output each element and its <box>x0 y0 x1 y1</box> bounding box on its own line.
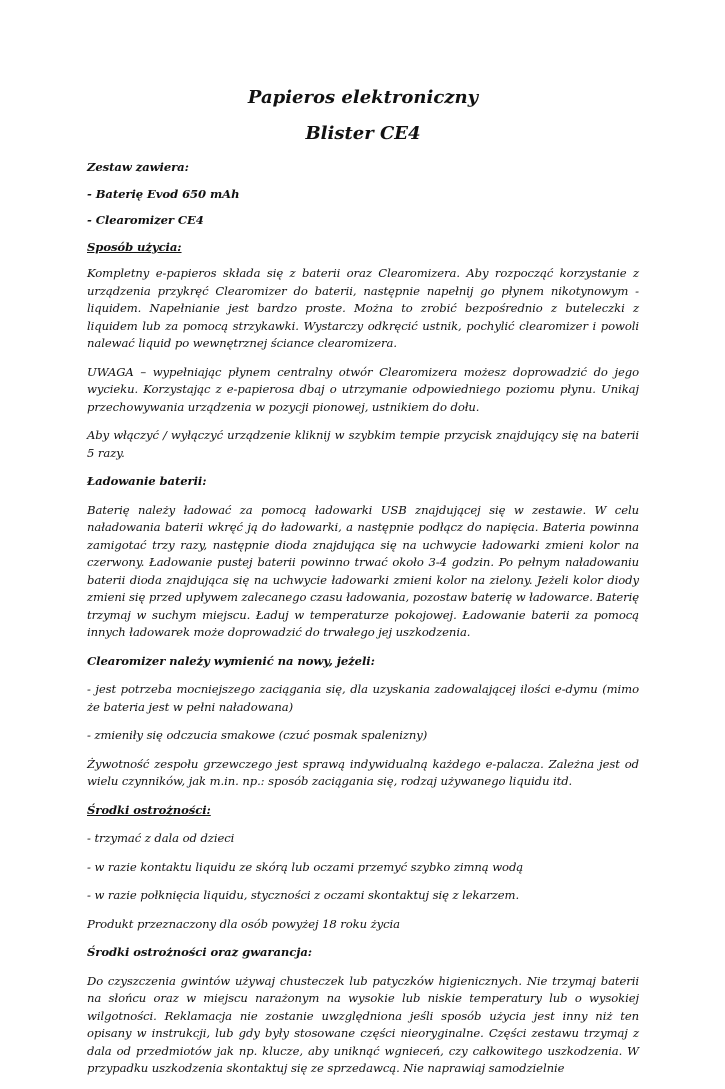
replacement-item: - jest potrzeba mocniejszego zaciągania się, dla uzyskania zadowalającej ilości e-dymu (mimo że bateria jest w pełni naładowana) <box>87 682 639 714</box>
precautions-heading: Środki ostrożności: <box>87 802 211 817</box>
usage-paragraph: Kompletny e-papieros składa się z baterii oraz Clearomizera. Aby rozpocząć korzystanie z urządzenia przykręć Clearomizer do baterii, następnie napełnij go płynem nikotynowym - liquidem. Napełnianie jest bardzo proste. Można to zrobić bezpośrednio z buteleczki z liquidem lub za pomocą strzykawki. Wystarczy odkręcić ustnik, pochylić clearomizer i powoli nalewać liquid po wewnętrznej ściance clearomizera. <box>87 266 639 350</box>
warranty-paragraph: Do czyszczenia gwintów używaj chusteczek lub patyczków higienicznych. Nie trzymaj baterii na słońcu oraz w miejscu narażonym na wysokie lub niskie temperatury lub o wysokiej wilgotności. Reklamacja nie zostanie uwzględniona jeśli sposób użycia jest inny niż ten opisany w instrukcji, lub gdy były stosowane części nieoryginalne. Części zestawu trzymaj z dala od przedmiotów jak np. klucze, aby uniknąć wgnieceń, czy całkowitego uszkodzenia. W przypadku uszkodzenia skontaktuj się ze sprzedawcą. Nie naprawiaj samodzielnie <box>87 973 639 1075</box>
precaution-item: - w razie kontaktu liquidu ze skórą lub oczami przemyć szybko zimną wodą <box>87 859 524 874</box>
lifespan-paragraph: Żywotność zespołu grzewczego jest sprawą indywidualną każdego e-palacza. Zależna jest od wielu czynników, jak m.in. np.: sposób zaciągania się, rodzaj używanego liquidu itd. <box>87 756 639 788</box>
charging-heading: Ładowanie baterii: <box>87 474 207 488</box>
precaution-item: - w razie połknięcia liquidu, styczności z oczami skontaktuj się z lekarzem. <box>87 888 520 902</box>
document-body <box>87 84 639 1089</box>
replacement-heading: Clearomizer należy wymienić na nowy, jeżeli: <box>87 653 375 668</box>
document-title: Papieros elektroniczny <box>247 87 479 108</box>
precaution-item: - trzymać z dala od dzieci <box>87 831 235 845</box>
warranty-heading: Środki ostrożności oraz gwarancja: <box>87 945 312 959</box>
warning-paragraph: UWAGA – wypełniając płynem centralny otwór Clearomizera możesz doprowadzić do jego wycieku. Korzystając z e-papierosa dbaj o utrzymanie odpowiedniego poziomu płynu. Unikaj przechowywania urządzenia w pozycji pionowej, ustnikiem do dołu. <box>87 364 639 414</box>
kit-item-clearomizer: - Clearomizer CE4 <box>87 213 204 227</box>
kit-contents-heading: Zestaw zawiera: <box>87 160 189 174</box>
power-paragraph: Aby włączyć / wyłączyć urządzenie kliknij w szybkim tempie przycisk znajdujący się na baterii 5 razy. <box>87 428 639 460</box>
usage-heading: Sposób użycia: <box>87 239 182 254</box>
charging-paragraph: Baterię należy ładować za pomocą ładowarki USB znajdującej się w zestawie. W celu naładowania baterii wkręć ją do ładowarki, a następnie podłącz do napięcia. Bateria powinna zamigotać trzy razy, następnie dioda znajdująca się na uchwycie ładowarki zmieni kolor na czerwony. Ładowanie pustej baterii powinno trwać około 3-4 godzin. Po pełnym naładowaniu baterii dioda znajdująca się na uchwycie ładowarki zmieni kolor na zielony. Jeżeli kolor diody zmieni się przed upływem zalecanego czasu ładowania, pozostaw baterię w ładowarce. Baterię trzymaj w suchym miejscu. Ładuj w temperaturze pokojowej. Ładowanie baterii za pomocą innych ładowarek może doprowadzić do trwałego jej uszkodzenia. <box>87 502 639 639</box>
document-subtitle: Blister CE4 <box>305 123 421 144</box>
age-restriction: Produkt przeznaczony dla osób powyżej 18 roku życia <box>87 916 400 931</box>
replacement-item: - zmieniły się odczucia smakowe (czuć posmak spalenizny) <box>87 728 428 742</box>
kit-item-battery: - Baterię Evod 650 mAh <box>87 186 240 201</box>
